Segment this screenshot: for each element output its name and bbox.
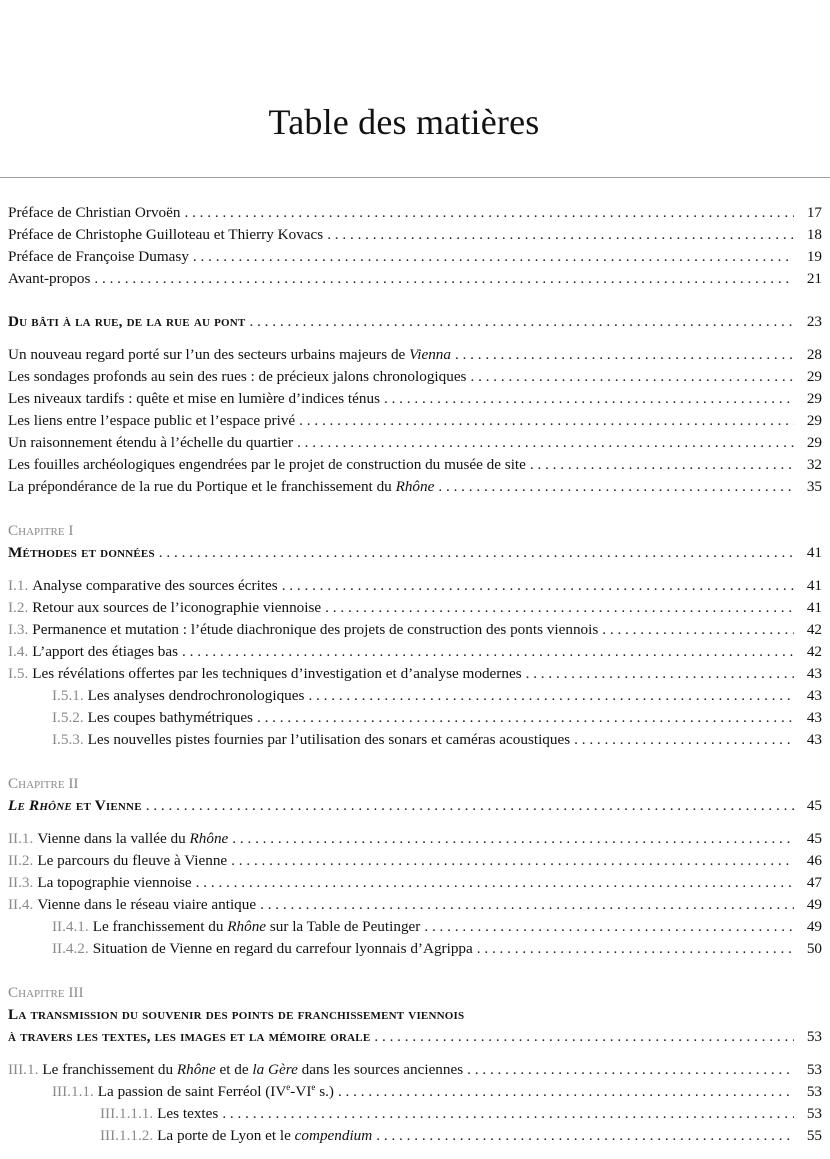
entry-title-segment: e [311,1081,316,1092]
entry-title [8,388,380,410]
entry-title [42,1059,463,1081]
toc-entry[interactable] [8,619,822,641]
entry-number: III.1.1.2. [100,1127,154,1144]
dot-leader [467,1059,794,1081]
dot-leader [308,685,794,707]
toc-entry[interactable] [8,388,822,410]
page-number: 23 [806,313,822,330]
dot-leader [146,795,794,817]
dot-leader [182,641,794,663]
page-number: 43 [806,665,822,682]
toc-entry[interactable] [8,872,822,894]
entry-number: II.2. [8,852,34,869]
entry-title [157,1125,372,1147]
entry-title-segment: Vienne dans la vallée du [37,830,190,847]
entry-title [8,311,245,333]
entry-title [98,1081,334,1103]
entry-number: II.4.1. [52,918,89,935]
entry-title [8,410,295,432]
entry-title [8,268,90,290]
dot-leader [374,1026,794,1048]
entry-title-segment: Avant-propos [8,270,91,287]
page-number: 32 [806,456,822,473]
toc-entry[interactable] [8,410,822,432]
entry-number: II.4. [8,896,34,913]
dot-leader [231,850,794,872]
entry-title-segment: e [286,1081,291,1092]
entry-title-segment: à travers les textes, les images et la mémoire orale [8,1028,371,1045]
dot-leader [477,938,794,960]
entry-title-segment: Les fouilles archéologiques engendrées par le projet de construction du musée de site [8,456,526,473]
page-number: 42 [806,621,822,638]
toc-entry[interactable] [52,707,822,729]
entry-title [8,982,84,1004]
entry-title-segment: La passion de saint Ferréol (IV [97,1083,287,1100]
dot-leader [299,410,794,432]
page-number: 43 [806,709,822,726]
dot-leader [282,575,794,597]
page-number: 45 [806,830,822,847]
entry-number: I.5. [8,665,29,682]
entry-number: I.5.2. [52,709,84,726]
toc-entry[interactable] [52,916,822,938]
entry-title-segment: Les analyses dendrochronologiques [87,687,305,704]
toc-entry[interactable] [100,1125,822,1147]
dot-leader [159,542,794,564]
dot-leader [184,202,794,224]
dot-leader [438,476,794,498]
entry-title-segment: Un raisonnement étendu à l’échelle du quartier [8,434,294,451]
toc-entry[interactable] [8,202,822,224]
page-number: 21 [806,270,822,287]
entry-title [32,641,178,663]
entry-title [32,575,277,597]
page-number: 47 [806,874,822,891]
entry-title [37,872,191,894]
entry-title-segment: Le franchissement du [92,918,228,935]
entry-title-segment: Préface de Françoise Dumasy [8,248,189,265]
entry-title [8,795,142,817]
toc-entry[interactable] [8,454,822,476]
entry-title-segment: Retour aux sources de l’iconographie viennoise [32,599,322,616]
chapter-title-entry[interactable] [8,795,822,817]
entry-title [8,202,180,224]
dot-leader [470,366,794,388]
entry-title-segment: Les révélations offertes par les techniques d’investigation et d’analyse modernes [32,665,522,682]
dot-leader [193,246,794,268]
entry-title [8,520,73,542]
page-number: 53 [806,1105,822,1122]
page-number: 41 [806,544,822,561]
dot-leader [249,311,794,333]
dot-leader [424,916,794,938]
entry-title-segment: Rhône [176,1061,216,1078]
entry-title-segment: Un nouveau regard porté sur l’un des secteurs urbains majeurs de [8,346,410,363]
dot-leader [325,597,794,619]
chapter-label [8,773,822,795]
entry-title [88,729,571,751]
entry-title [37,850,227,872]
dot-leader [260,894,794,916]
entry-title-segment: La topographie viennoise [37,874,192,891]
toc-entry[interactable] [52,938,822,960]
toc-entry[interactable] [8,432,822,454]
entry-title [8,224,323,246]
chapter-title-entry [8,1004,822,1026]
entry-title [32,663,521,685]
entry-number: I.4. [8,643,29,660]
toc-entry[interactable] [8,246,822,268]
page-number: 29 [806,412,822,429]
entry-title-segment: Les sondages profonds au sein des rues : de précieux jalons chronologiques [8,368,467,385]
dot-leader [257,707,794,729]
toc-entry[interactable] [8,224,822,246]
toc-entry[interactable] [8,641,822,663]
entry-title [8,246,189,268]
page-number: 43 [806,731,822,748]
dot-leader [526,663,794,685]
page-number: 45 [806,797,822,814]
page-number: 29 [806,390,822,407]
entry-title-segment: Analyse comparative des sources écrites [32,577,278,594]
page-number: 53 [806,1061,822,1078]
entry-title [93,916,421,938]
page-number: 19 [806,248,822,265]
dot-leader [94,268,794,290]
page-number: 29 [806,368,822,385]
entry-title [8,344,451,366]
entry-title [37,894,256,916]
entry-title [8,773,79,795]
entry-title [157,1103,218,1125]
entry-title-segment: Chapitre I [8,522,74,539]
page-number: 41 [806,577,822,594]
entry-title [8,476,434,498]
dot-leader [530,454,794,476]
page-number: 53 [806,1028,822,1045]
entry-title [8,432,293,454]
entry-number: III.1.1. [52,1083,94,1100]
page-number: 29 [806,434,822,451]
entry-title-segment: sur la Table de Peutinger [266,918,421,935]
entry-title-segment: dans les sources anciennes [297,1061,464,1078]
entry-number: I.5.3. [52,731,84,748]
dot-leader [384,388,794,410]
entry-title-segment: Les textes [157,1105,219,1122]
entry-title-segment: la Gère [252,1061,298,1078]
page-number: 18 [806,226,822,243]
toc-entry[interactable] [8,476,822,498]
page-title: Table des matières [268,102,540,142]
entry-number: I.5.1. [52,687,84,704]
entry-title [32,597,321,619]
toc-entry[interactable] [8,1059,822,1081]
entry-title [37,828,228,850]
entry-title-segment: Chapitre II [8,775,79,792]
entry-title-segment: Le franchissement du [42,1061,177,1078]
entry-title [8,1004,464,1026]
dot-leader [232,828,794,850]
page-number: 41 [806,599,822,616]
entry-number: II.1. [8,830,34,847]
entry-title [93,938,473,960]
entry-title-segment: Le parcours du fleuve à Vienne [37,852,228,869]
dot-leader [602,619,794,641]
toc-entry[interactable] [8,366,822,388]
page-number: 43 [806,687,822,704]
page-number: 49 [806,896,822,913]
chapter-title-entry[interactable] [8,542,822,564]
entry-title-segment: Rhône [189,830,229,847]
entry-number: I.2. [8,599,29,616]
entry-title [8,1026,370,1048]
toc-entry[interactable] [52,729,822,751]
entry-number: III.1. [8,1061,39,1078]
toc-entry[interactable] [8,344,822,366]
entry-title-segment: Rhône [395,478,435,495]
entry-number: II.3. [8,874,34,891]
entry-title [8,542,155,564]
section-entry[interactable] [8,311,822,333]
toc-entry[interactable] [52,1081,822,1103]
chapter-label [8,982,822,1004]
toc-entry[interactable] [8,663,822,685]
page-number: 28 [806,346,822,363]
dot-leader [297,432,794,454]
entry-title-segment: Préface de Christian Orvoën [8,204,181,221]
entry-title-segment: Les coupes bathymétriques [87,709,253,726]
entry-number: III.1.1.1. [100,1105,154,1122]
dot-leader [574,729,794,751]
entry-title-segment: Rhône [227,918,267,935]
entry-title-segment: s.) [315,1083,334,1100]
page-number: 50 [806,940,822,957]
dot-leader [455,344,794,366]
entry-title-segment: La porte de Lyon et le [157,1127,295,1144]
entry-title-segment: Les nouvelles pistes fournies par l’utilisation des sonars et caméras acoustiques [87,731,571,748]
entry-title [32,619,598,641]
entry-title-segment: La transmission du souvenir des points de franchissement viennois [8,1006,465,1023]
entry-title [88,685,305,707]
entry-title-segment: Les niveaux tardifs : quête et mise en lumière d’indices ténus [8,390,380,407]
entry-title-segment: Le Rhône [8,797,72,814]
entry-title [8,366,466,388]
entry-title-segment: compendium [294,1127,373,1144]
toc-entry[interactable] [8,575,822,597]
toc-entry[interactable] [8,894,822,916]
entry-title-segment: Vienna [409,346,451,363]
entry-title-segment: Préface de Christophe Guilloteau et Thierry Kovacs [8,226,324,243]
page-number: 49 [806,918,822,935]
entry-number: I.3. [8,621,29,638]
entry-title-segment: Méthodes et données [8,544,155,561]
entry-title [8,454,526,476]
toc-entry[interactable] [52,685,822,707]
dot-leader [222,1103,794,1125]
dot-leader [376,1125,794,1147]
entry-title-segment: Permanence et mutation : l’étude diachronique des projets de construction des ponts viennois [32,621,599,638]
toc-entry[interactable] [8,597,822,619]
toc-entry[interactable] [8,850,822,872]
entry-title-segment: Vienne dans le réseau viaire antique [37,896,257,913]
toc-entry[interactable] [100,1103,822,1125]
entry-title-segment: et Vienne [71,797,142,814]
dot-leader [196,872,794,894]
entry-title-segment: Situation de Vienne en regard du carrefour lyonnais d’Agrippa [92,940,473,957]
entry-title-segment: Du bâti à la rue, de la rue au pont [8,313,246,330]
chapter-title-entry[interactable] [8,1026,822,1048]
entry-number: II.4.2. [52,940,89,957]
page-number: 46 [806,852,822,869]
dot-leader [327,224,794,246]
entry-title-segment: Chapitre III [8,984,84,1001]
entry-title-segment: et de [215,1061,253,1078]
entry-title-segment: L’apport des étiages bas [32,643,179,660]
page-number: 42 [806,643,822,660]
entry-title [88,707,253,729]
page-number: 53 [806,1083,822,1100]
entry-number: I.1. [8,577,29,594]
page-number: 35 [806,478,822,495]
entry-title-segment: -VI [290,1083,312,1100]
toc-entry[interactable] [8,268,822,290]
entry-title-segment: La prépondérance de la rue du Portique et le franchissement du [8,478,396,495]
dot-leader [338,1081,794,1103]
toc-entry[interactable] [8,828,822,850]
page-number: 17 [806,204,822,221]
chapter-label [8,520,822,542]
entry-title-segment: Les liens entre l’espace public et l’espace privé [8,412,296,429]
page-number: 55 [806,1127,822,1144]
